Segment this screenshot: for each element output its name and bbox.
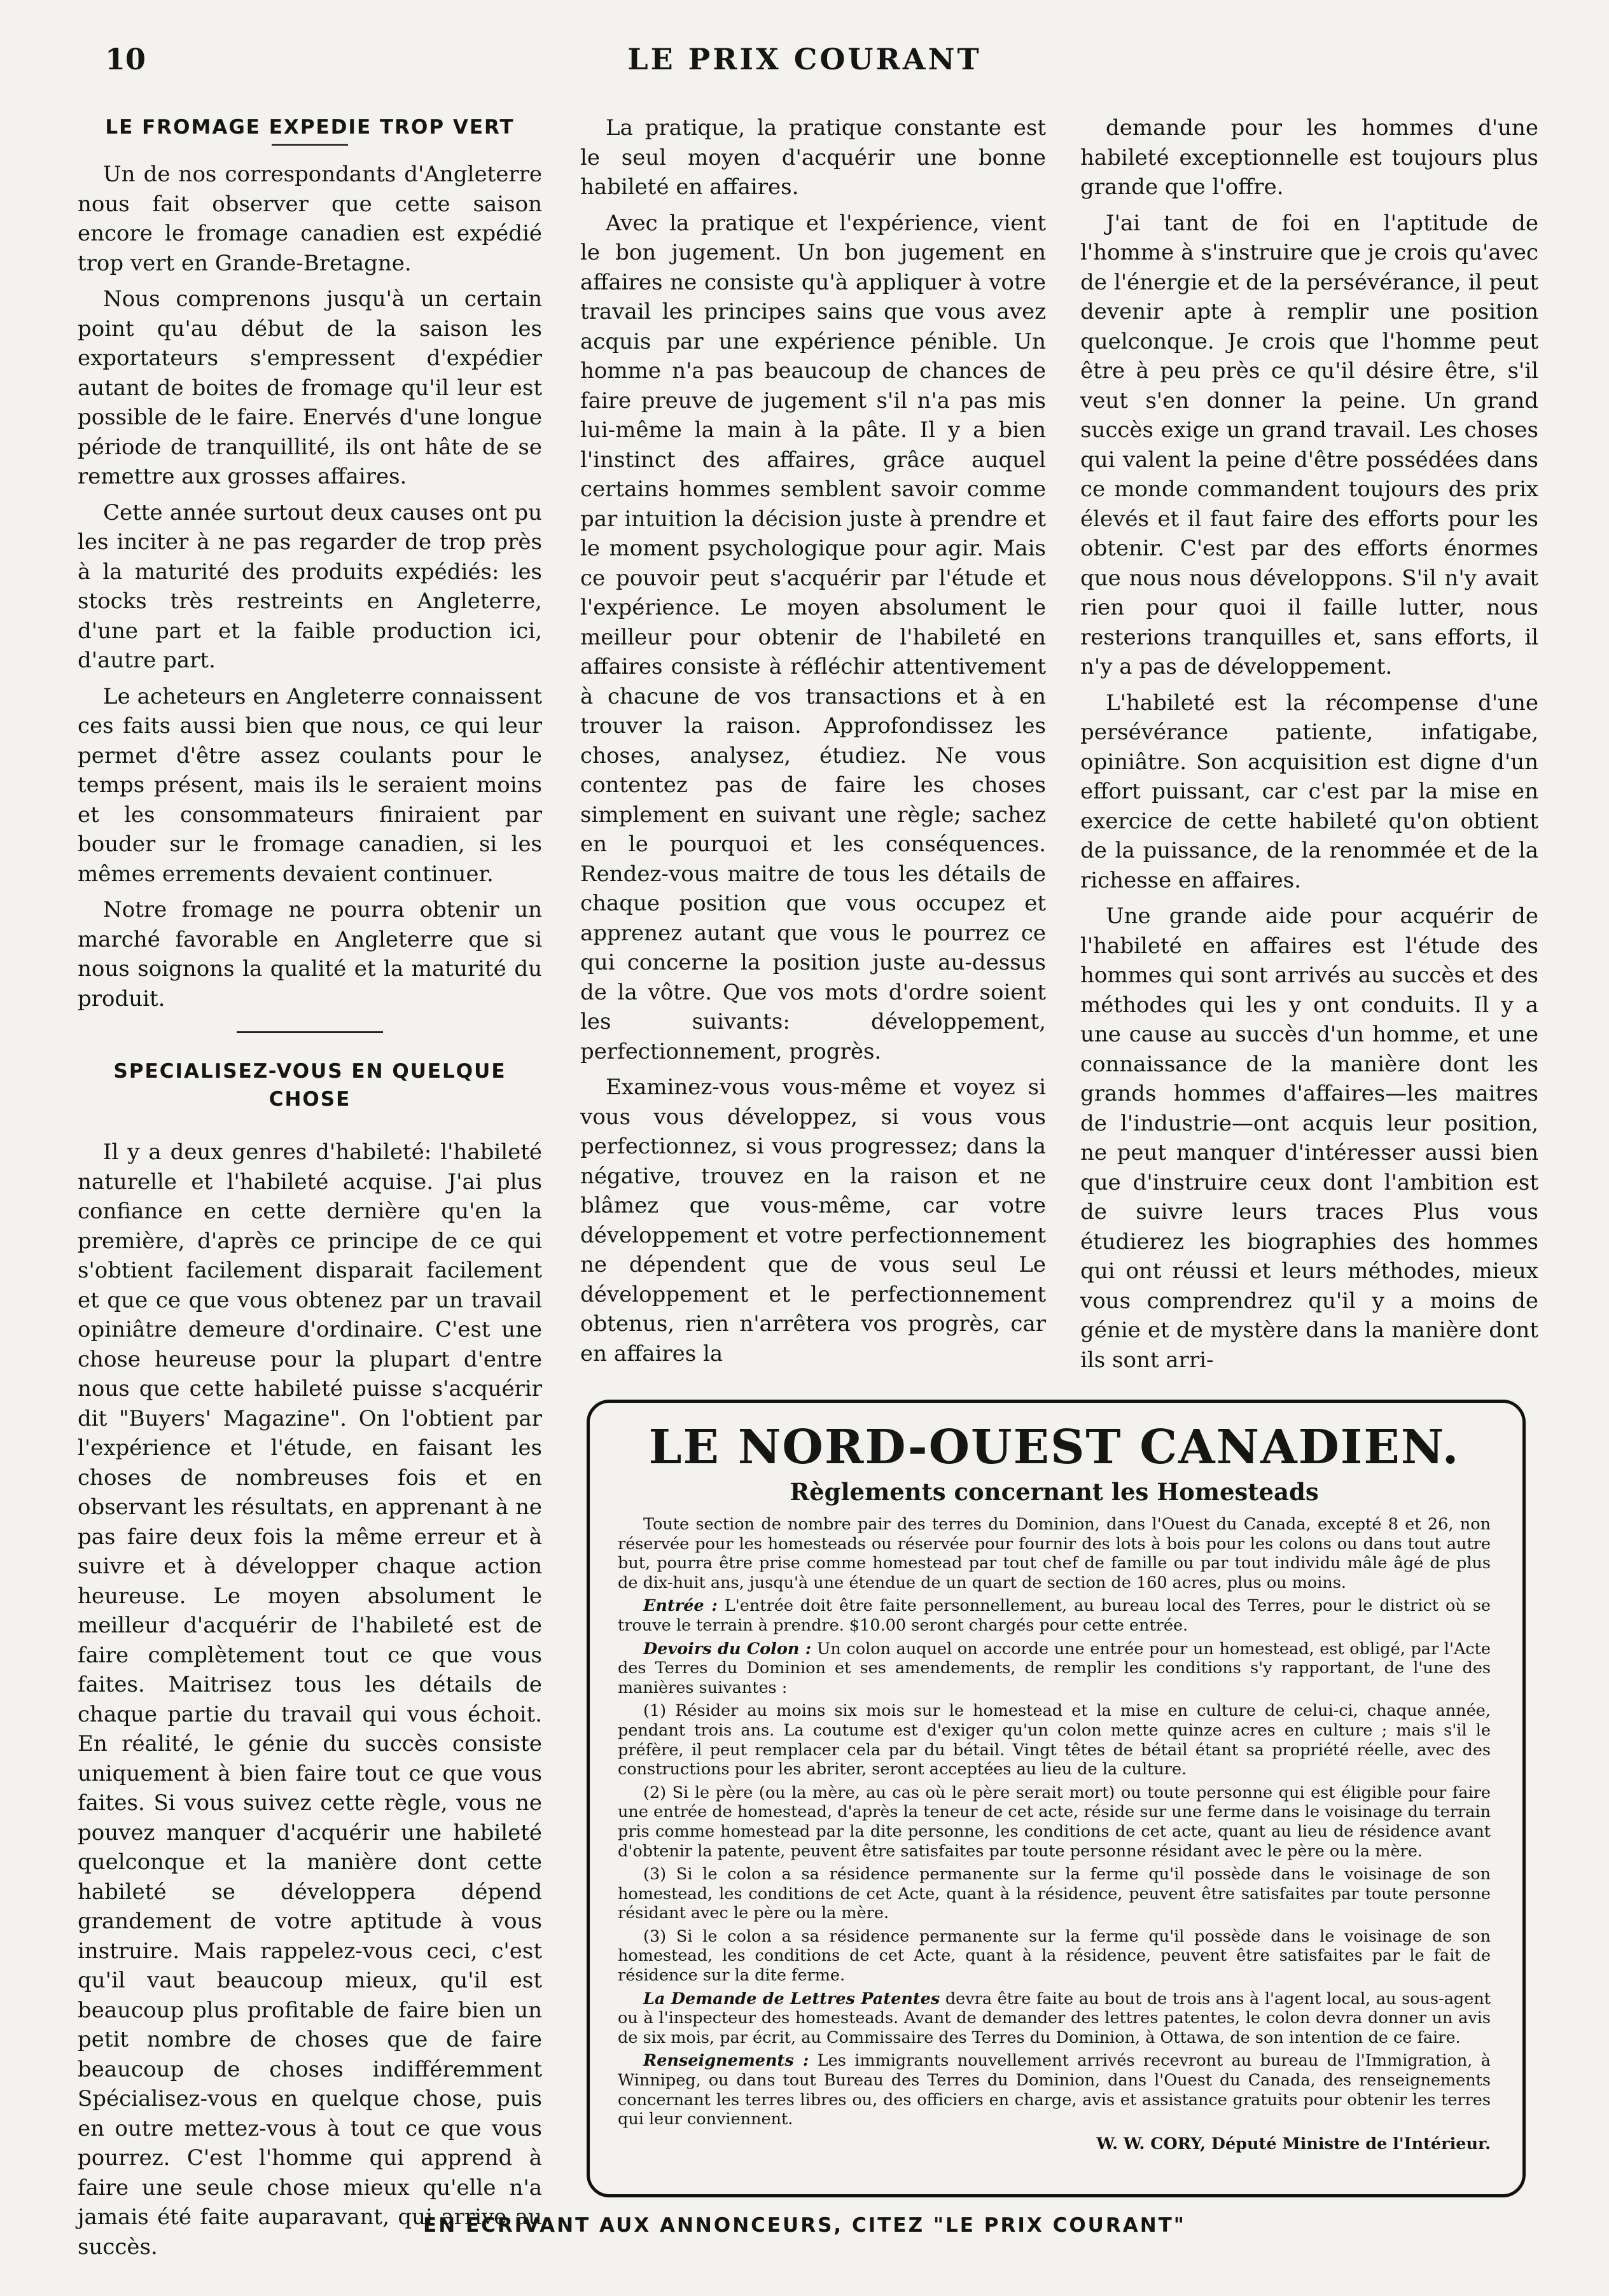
advert-item: (3) Si le colon a sa résidence permanente sur la ferme qu'il possède dans le voisinage de son homestead, les conditions de cet Acte, quant à la résidence, peuvent être satisfaites par le fait de résidence sur la dite ferme.	[618, 1926, 1491, 1986]
homestead-advertisement	[587, 1400, 1526, 2197]
column-right	[1080, 113, 1538, 1381]
advert-entree-text: L'entrée doit être faite personnellement, au bureau local des Terres, pour le district où se trouve le terrain à prendre. $10.00 seront chargés pour cette entrée.	[618, 1596, 1491, 1635]
advert-devoirs-text: Un colon auquel on accorde une entrée pour un homestead, est obligé, par l'Acte des Terres du Dominion et ses amendements, de remplir les conditions s'y rapportant, de l'une des manières suivantes :	[618, 1639, 1491, 1697]
article2-title: SPECIALISEZ-VOUS EN QUELQUE CHOSE	[113, 1060, 506, 1111]
advert-rens-text: Les immigrants nouvellement arrivés recevront au bureau de l'Immigration, à Winnipeg, ou dans tout Bureau des Terres du Dominion, dans l'Ouest du Canada, des renseignements concernant les terres libres ou, des officiers en charge, avis et assistance gratuits pour obtenir les terres qui leur conviennent.	[618, 2051, 1491, 2129]
advert-renseignements	[618, 2051, 1491, 2129]
advert-entree	[618, 1596, 1491, 1635]
article2-paragraph: demande pour les hommes d'une habileté exceptionnelle est toujours plus grande que l'offre.	[1080, 115, 1538, 200]
advert-title: LE NORD-OUEST CANADIEN.	[648, 1420, 1460, 1475]
advert-demande-label: La Demande de Lettres Patentes	[643, 1989, 940, 2008]
advert-intro: Toute section de nombre pair des terres du Dominion, dans l'Ouest du Canada, excepté 8 et 26, non réservée pour les homesteads ou réservée pour fournir des lots à bois pour les colons ou dans tout autre but, pourra être prise comme homestead par tout chef de famille ou par tout individu mâle âgé de plus de dix-huit ans, jusqu'à une étendue de un quart de section de 160 acres, plus ou moins.	[618, 1515, 1491, 1592]
advert-demande-text: devra être faite au bout de trois ans à l'agent local, au sous-agent ou à l'inspecteur des homesteads. Avant de demander des lettres patentes, le colon devra donner un avis de six mois, par écrit, au Commissaire des Terres du Dominion, à Ottawa, de son intention de ce faire.	[618, 1989, 1491, 2047]
article2-paragraph: Avec la pratique et l'expérience, vient le bon jugement. Un bon jugement en affaires ne consiste qu'à appliquer à votre travail les principes sains que vous avez acquis par une expérience pénible. Un homme n'a pas beaucoup de chances de faire preuve de jugement s'il n'a pas mis lui-même la main à la pâte. Il y a bien l'instinct des affaires, grâce auquel certains hommes semblent savoir comme par intuition la décision juste à prendre et le moment psychologique pour agir. Mais ce pouvoir peut s'acquérir par l'étude et l'expérience. Le moyen absolument le meilleur pour obtenir de l'habileté en affaires consiste à réfléchir attentivement à chacune de vos transactions et à en trouver la raison. Approfondissez les choses, analysez, étudiez. Ne vous contentez pas de faire les choses simplement en suivant une règle; sachez en le pourquoi et les conséquences. Rendez-vous maitre de tous les détails de chaque position que vous occupez et apprenez autant que vous le pourrez ce qui concerne la position juste au-dessus de la vôtre. Que vos mots d'ordre soient les suivants: développement, perfectionnement, progrès.	[580, 210, 1046, 1064]
article1-paragraph: Notre fromage ne pourra obtenir un marché favorable en Angleterre que si nous soignons la qualité et la maturité du produit.	[78, 897, 542, 1012]
article2-paragraph: J'ai tant de foi en l'aptitude de l'homme à s'instruire que je crois qu'avec de l'énergie et de la persévérance, il peut devenir apte à remplir une position quelconque. Je crois que l'homme peut être à peu près ce qu'il désire être, s'il veut s'en donner la peine. Un grand succès exige un grand travail. Les choses qui valent la peine d'être possédées dans ce monde commandent toujours des prix élevés et il faut faire des efforts pour les obtenir. C'est par des efforts énormes que nous nous développons. S'il n'y avait rien pour quoi il faille lutter, nous resterions tranquilles et, sans efforts, il n'y a pas de développement.	[1080, 210, 1538, 679]
title-rule	[272, 144, 348, 146]
article1-paragraph: Un de nos correspondants d'Angleterre nous fait observer que cette saison encore le fromage canadien est expédié trop vert en Grande-Bretagne.	[78, 162, 542, 276]
footer-notice: EN ECRIVANT AUX ANNONCEURS, CITEZ "LE PRIX COURANT"	[423, 2214, 1186, 2237]
advert-devoirs-label: Devoirs du Colon :	[643, 1639, 812, 1659]
article1-title: LE FROMAGE EXPEDIE TROP VERT	[105, 116, 515, 139]
advert-body	[618, 1515, 1491, 2129]
article2-paragraph: L'habileté est la récompense d'une persévérance patiente, infatigabe, opiniâtre. Son acquisition est digne d'un effort puissant, car c'est par la mise en exercice de cette habileté qu'on obtient de la puissance, de la renommée et de la richesse en affaires.	[1080, 690, 1538, 893]
article2-paragraph: Une grande aide pour acquérir de l'habileté en affaires est l'étude des hommes qui sont arrivés au succès et des méthodes qui les y ont conduits. Il y a une cause au succès d'un homme, et une connaissance de la manière dont les grands hommes d'affaires—les maitres de l'industrie—ont acquis leur position, ne peut manquer d'intéresser aussi bien que d'instruire ceux dont l'ambition est de suivre leurs traces Plus vous étudierez les biographies des hommes qui ont réussi et leurs méthodes, mieux vous comprendrez qu'il y a moins de génie et de mystère dans la manière dont ils sont arri-	[1080, 903, 1538, 1373]
advert-item: (1) Résider au moins six mois sur le homestead et la mise en culture de celui-ci, chaque année, pendant trois ans. La coutume est d'exiger qu'un colon mette quinze acres en culture ; mais s'il le préfère, il peut remplacer cela par du bétail. Vingt têtes de bétail étant sa propriété réelle, avec des constructions pour les abriter, seront acceptées au lieu de la culture.	[618, 1701, 1491, 1779]
article2-paragraph: La pratique, la pratique constante est le seul moyen d'acquérir une bonne habileté en affaires.	[580, 115, 1046, 200]
advert-rens-label: Renseignements :	[643, 2051, 809, 2071]
article2-paragraph: Il y a deux genres d'habileté: l'habileté naturelle et l'habileté acquise. J'ai plus confiance en cette dernière qu'en la première, d'après ce principe de ce qui s'obtient facilement disparait facilement et que ce que vous obtenez par un travail opiniâtre demeure d'ordinaire. C'est une chose heureuse pour la plupart d'entre nous que cette habileté puisse s'acquérir dit "Buyers' Magazine". On l'obtient par l'expérience et l'étude, en faisant les choses de nombreuses fois et en observant les résultats, en apprenant à ne pas faire deux fois la même erreur et à suivre et à développer chaque action heureuse. Le moyen absolument le meilleur d'acquérir de l'habileté est de faire complètement tout ce que vous faites. Maitrisez tous les détails de chaque partie du travail qui vous échoit. En réalité, le génie du succès consiste uniquement à bien faire tout ce que vous faites. Si vous suivez cette règle, vous ne pouvez manquer d'acquérir une habileté quelconque et la manière dont cette habileté se développera dépend grandement de votre aptitude à vous instruire. Mais rappelez-vous ceci, c'est qu'il vaut beaucoup mieux, qu'il est beaucoup plus profitable de faire bien un petit nombre de choses que de faire beaucoup de choses indifféremment Spécialisez-vous en quelque chose, puis en outre mettez-vous à tout ce que vous pourrez. C'est l'homme qui apprend à faire une seule chose mieux qu'elle n'a jamais été faite auparavant, qui arrive au succès.	[78, 1139, 542, 2260]
advert-item: (2) Si le père (ou la mère, au cas où le père serait mort) ou toute personne qui est éligible pour faire une entrée de homestead, d'après la teneur de cet acte, réside sur une ferme dans le voisinage du terrain pris comme homestead par la dite personne, les conditions de cet acte, quant au lieu de résidence avant d'obtenir la patente, peuvent être satisfaites par toute personne résidant avec le père ou la mère.	[618, 1783, 1491, 1861]
article1-paragraph: Le acheteurs en Angleterre connaissent ces faits aussi bien que nous, ce qui leur permet d'être assez coulants pour le temps présent, mais ils le seraient moins et les consommateurs finiraient par bouder sur le fromage canadien, si les mêmes errements devaient continuer.	[78, 683, 542, 887]
page-number: 10	[105, 42, 146, 76]
advert-devoirs	[618, 1639, 1491, 1698]
advert-demande	[618, 1989, 1491, 2048]
advert-entree-label: Entrée :	[643, 1596, 718, 1616]
journal-title: LE PRIX COURANT	[627, 42, 982, 76]
article-separator	[237, 1031, 383, 1033]
column-left	[78, 113, 542, 2268]
article1-paragraph: Cette année surtout deux causes ont pu les inciter à ne pas regarder de trop près à la maturité des produits expédiés: les stocks très restreints en Angleterre, d'une part et la faible production ici, d'autre part.	[78, 499, 542, 673]
advert-item: (3) Si le colon a sa résidence permanente sur la ferme qu'il possède dans le voisinage de son homestead, les conditions de cet Acte, quant à la résidence, peuvent être satisfaites par toute personne résidant avec le père ou la mère.	[618, 1865, 1491, 1923]
article2-paragraph: Examinez-vous vous-même et voyez si vous vous développez, si vous vous perfectionnez, si vous progressez; dans la négative, trouvez en la raison et ne blâmez que vous-même, car votre développement et votre perfectionnement ne dépendent que de vous seul Le développement et le perfectionnement obtenus, rien n'arrêtera vos progrès, car en affaires la	[580, 1075, 1046, 1367]
article1-paragraph: Nous comprenons jusqu'à un certain point qu'au début de la saison les exportateurs s'empressent d'expédier autant de boites de fromage qu'il leur est possible de le faire. Enervés d'une longue période de tranquillité, ils ont hâte de se remettre aux grosses affaires.	[78, 286, 542, 489]
advert-subtitle: Règlements concernant les Homesteads	[790, 1478, 1319, 1506]
advert-signature: W. W. CORY, Député Ministre de l'Intérieur.	[1096, 2134, 1491, 2153]
column-middle	[580, 113, 1046, 1375]
